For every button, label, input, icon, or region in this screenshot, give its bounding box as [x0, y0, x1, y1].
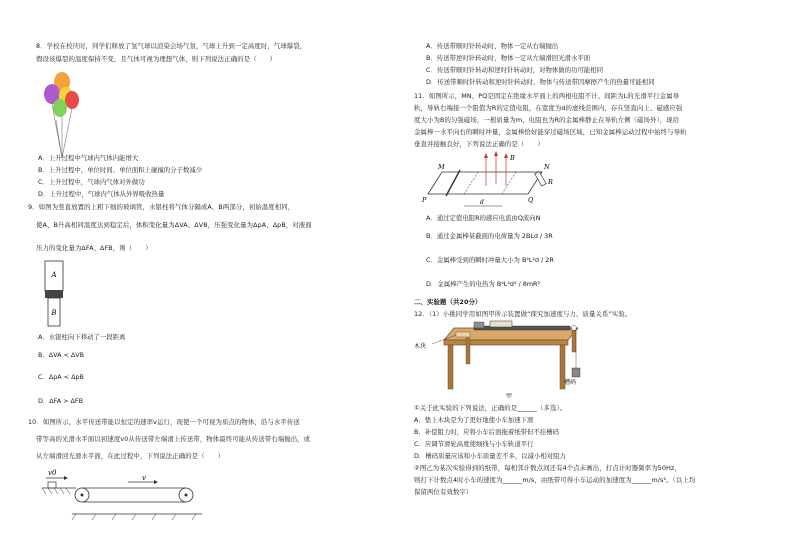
label-n: N	[544, 163, 550, 171]
q11-option-d: D．金属棒产生的电热为 B⁴L⁴d² / 8mR²	[426, 280, 541, 288]
label-wood-block: 木块	[414, 343, 427, 350]
q8-option-d: D．上升过程中，气球内气体从外界吸收热量	[38, 190, 165, 198]
q10-option-d: D．传送带顺时针转动和逆时针转动时，物体与传送带因摩擦产生的热量可能相同	[426, 78, 655, 86]
rails-magnetic-field-figure	[416, 150, 566, 212]
section-heading-experiments: 二、实验题（共20分）	[414, 298, 482, 306]
q9-stem-line-2: 使A、B升高相同温度达到稳定后，体积变化量为ΔVA、ΔVB，压强变化量为ΔpA、ΔpB，对液面	[36, 221, 312, 229]
q10-option-b: B．传送带逆时针转动时，物体一定从左端滑回光滑水平面	[426, 54, 591, 62]
q11-option-a: A．通过定值电阻R的感应电流由Q流向N	[426, 214, 541, 222]
experiment-apparatus-figure	[414, 318, 584, 400]
q11-stem-line-1: 11．如图所示，MN、PQ是固定在绝缘水平面上的两根电阻不计、间距为L的光滑平行金属导	[414, 92, 680, 100]
q12-option-b: B．补偿阻力时，应将小车后面拖着纸带但不挂槽码	[414, 428, 559, 436]
label-q: Q	[528, 196, 534, 204]
q8-stem-line-1: 8．学校在校庆时，同学们释放了氢气球以渲染会场气氛，气球上升到一定高度时，气球爆裂，	[36, 42, 307, 50]
label-d: d	[480, 199, 484, 206]
q12-option-d: D．槽码质量应该和小车质量差不多，以减小相对阻力	[414, 452, 566, 460]
q12-stem-line-1: 12．（1）小挑同学用如图甲所示装置做“探究加速度与力、质量关系”实验。	[414, 310, 632, 318]
q8-option-b: B．上升过程中，单位时间、单位面积上碰撞的分子数减少	[38, 166, 203, 174]
q11-option-c: C．金属棒受到的瞬时冲量大小为 B²L²d / 2R	[426, 256, 554, 264]
q9-stem-line-1: 9．如图为竖直放置的上粗下细的玻璃管，水银柱将气体分隔成A、B两部分，初始温度相同，	[28, 203, 295, 211]
v0-label: v0	[48, 469, 57, 477]
q9-option-a: A．水银柱向下移动了一段距离	[38, 333, 126, 341]
q10-option-c: C．传送带顺时针转动和逆时针转动时，对物体做的功可能相同	[426, 66, 604, 74]
q12-sub-line-7: 则打下计数点4时小车的速度为______m/s，由纸带可得小车运动的加速度为______m/s²。（以上均	[414, 476, 696, 484]
q9-option-d: D．ΔFA > ΔFB	[38, 397, 83, 405]
q12-sub-line-1: ①关于此实验的下列说法，正确的是______（多选）。	[414, 404, 567, 412]
q9-option-c: C．ΔpA < ΔpB	[38, 373, 84, 381]
q9-stem-line-3: 压力的变化量为ΔFA、ΔFB，则（ ）	[36, 244, 152, 252]
label-r: R	[548, 178, 553, 186]
q8-option-c: C．上升过程中，气球内气体对外做功	[38, 178, 145, 186]
q8-stem-line-2: 假设该爆裂的温度保持不变，且气体可视为理想气体，则下列说法正确的是（ ）	[36, 55, 277, 63]
q12-sub-line-6: ②图乙为某次实验得到的纸带，每相邻计数点间还有4个点未画出，打点计时器频率为50Hz，	[414, 464, 681, 472]
q10-stem-line-2: 带等高的光滑水平面以初速度v0从传送带左端滑上传送带，物体最终可能从传送带右端抛出，或	[36, 435, 311, 443]
q10-stem-line-1: 10．如图所示，水平传送带能以恒定的速率v运行，现使一个可视为质点的物体，沿与水平传送	[28, 418, 300, 426]
tube-label-b: B	[51, 309, 57, 317]
v-label: v	[142, 474, 146, 482]
balloon-green	[53, 99, 67, 117]
q11-stem-line-4: 金属棒一水平向右的瞬时冲量，金属棒恰好能穿过磁场区域，已知金属棒运动过程中始终与导轨	[414, 128, 687, 136]
q11-option-b: B．通过金属棒某截面的电荷量为 2BLd / 3R	[426, 232, 553, 240]
glass-tube-figure	[44, 260, 66, 328]
balloon-red	[65, 91, 79, 109]
q11-stem-line-2: 轨，导轨右端接一个阻值为R的定值电阻，在宽度为d的虚线范围内，存在竖直向上、磁感应强	[414, 104, 683, 112]
label-b: B	[510, 154, 515, 162]
q11-stem-line-5: 垂直并接触良好，下列说法正确的是（ ）	[414, 140, 544, 148]
q10-option-a: A．传送带顺时针转动时，物体一定从右端抛出	[426, 42, 559, 50]
q12-sub-line-8: 保留两位有效数字）	[414, 488, 473, 496]
label-figure-jia: 甲	[506, 393, 513, 400]
q8-option-a: A．上升过程中气球内气体内能增大	[38, 154, 139, 162]
label-hook-weight: 槽码	[564, 379, 577, 386]
label-p: P	[422, 196, 427, 204]
q10-stem-line-3: 从左端滑回光滑水平面，在此过程中，下列说法正确的是（ ）	[36, 452, 225, 460]
tube-label-a: A	[51, 271, 57, 279]
q11-stem-line-3: 度大小为B的匀强磁场，一根质量为m、电阻也为R的金属棒静止在导轨左侧（磁场外），现给	[414, 116, 680, 124]
balloons-figure	[40, 70, 84, 160]
q9-option-b: B．ΔVA < ΔVB	[38, 351, 85, 359]
q12-option-a: A．垫上木块是为了更好地使小车加速下滑	[414, 416, 534, 424]
label-m: M	[438, 163, 445, 171]
conveyor-figure	[42, 466, 208, 522]
q12-option-c: C．应调节滑轮高度使细线与小车轨道平行	[414, 440, 534, 448]
